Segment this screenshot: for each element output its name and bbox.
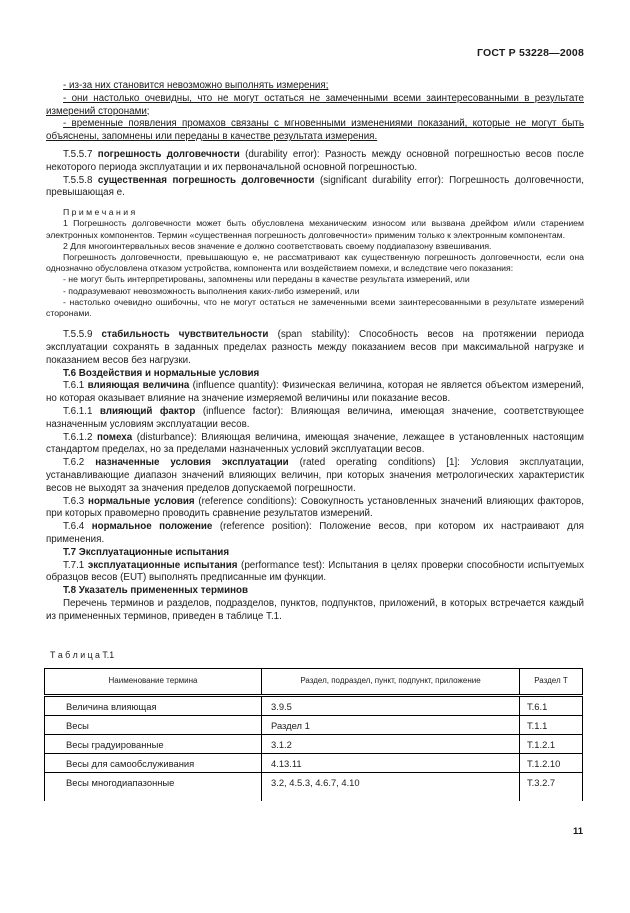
term-definition-text: (performance test): Испытания в целях проверки способности испытуемых образцов весов (EUT) выполнять предписанные им функции. xyxy=(46,559,584,584)
term-number: Т.5.5.8 xyxy=(63,174,98,186)
note-item: 1 Погрешность долговечности может быть обусловлена механическим износом или вызвана дрейфом и/или старением электронных компонентов. Термин «существенная погрешность долговечности» применим только к электронным компонентам. xyxy=(46,218,584,240)
table-header-cell: Раздел, подраздел, пункт, подпункт, приложение xyxy=(262,668,520,695)
table-cell: Т.1.1 xyxy=(520,715,583,734)
term-definition-paragraph xyxy=(46,149,584,175)
document-body xyxy=(46,80,584,624)
page-content xyxy=(46,47,584,801)
table-cell: Раздел 1 xyxy=(262,715,520,734)
table-header-cell: Раздел Т xyxy=(520,668,583,695)
term-name: помеха xyxy=(96,431,133,443)
table-cell: Весы для самообслуживания xyxy=(45,753,262,772)
table-cell: Т.1.2.1 xyxy=(520,734,583,753)
term-number: Т.6.2 xyxy=(63,457,96,469)
standard-number-header: ГОСТ Р 53228—2008 xyxy=(476,47,584,59)
term-number: Т.5.5.9 xyxy=(63,329,102,341)
table-cell: Т.3.2.7 xyxy=(520,772,583,801)
table-row xyxy=(45,772,583,801)
term-name: погрешность долговечности xyxy=(97,148,240,160)
page-number: 11 xyxy=(572,826,583,837)
term-definition-text: (span stability): Способность весов на протяжении периода эксплуатации сохранять в заданных пределах разность между показанием весов при максимальной нагрузке и показанием весов без нагрузки. xyxy=(46,329,584,366)
underlined-list-item: - они настолько очевидны, что не могут остаться не замеченными всеми заинтересованными в результате измерений сторонами; xyxy=(46,92,584,117)
table-cell: 4.13.11 xyxy=(262,753,520,772)
term-number: Т.6.1 xyxy=(63,380,88,392)
table-row xyxy=(45,715,583,734)
note-item: - настолько очевидно ошибочны, что не могут остаться не замеченными всеми заинтересованными в результате измерений сторонами. xyxy=(46,296,584,318)
table-header-cell: Наименование термина xyxy=(45,668,262,695)
term-name: влияющий фактор xyxy=(99,405,196,417)
table-row xyxy=(45,753,583,772)
term-definition-text: (durability error): Разность между основной погрешностью весов после некоторого периода эксплуатации и их первоначальной основной погрешностью. xyxy=(46,148,584,173)
term-definition-paragraph xyxy=(46,457,584,495)
term-number: Т.7.1 xyxy=(63,559,88,571)
term-definition-text: (rated operating conditions) [1]: Условия эксплуатации, устанавливающие диапазон значений влияющих величин, при которых значения метрологических характеристик весов не выходят за значения пределов допускаемой погрешности. xyxy=(46,457,584,494)
note-item: - не могут быть интерпретированы, запомнены или переданы в качестве результата измерений, или xyxy=(63,274,470,285)
notes-block xyxy=(46,207,584,319)
note-item: - подразумевают невозможность выполнения каких-либо измерений, или xyxy=(63,285,360,296)
note-item: 2 Для многоинтервальных весов значение е должно соответствовать своему поддиапазону взвешивания. xyxy=(63,240,492,251)
term-number: Т.6.1.1 xyxy=(63,405,100,417)
term-definition-text: (significant durability error): Погрешность долговечности, превышающая е. xyxy=(46,174,584,199)
body-paragraph: Перечень терминов и разделов, подразделов, пунктов, подпунктов, приложений, в которых встречается каждый из примененных терминов, приведен в таблице Т.1. xyxy=(46,597,584,622)
term-name: нормальное положение xyxy=(91,521,213,533)
term-definition-text: (influence quantity): Физическая величина, которая не является объектом измерений, но которая оказывает влияние на значение измеряемой величины или показание весов. xyxy=(46,380,584,405)
term-name: эксплуатационные испытания xyxy=(87,559,238,571)
table-cell: 3.9.5 xyxy=(262,695,520,715)
table-row xyxy=(45,695,583,715)
term-definition-paragraph xyxy=(46,406,584,432)
underlined-list-item: - временные появления промахов связаны с мгновенными изменениями показаний, которые не могут быть объяснены, запомнены или переданы в качестве результата измерения. xyxy=(46,118,584,143)
table-cell: Весы многодиапазонные xyxy=(45,772,262,801)
term-number: Т.5.5.7 xyxy=(63,148,98,160)
underlined-list-item: - из-за них становится невозможно выполнять измерения; xyxy=(63,80,329,91)
table-caption: Т а б л и ц а Т.1 xyxy=(50,649,115,660)
term-name: стабильность чувствительности xyxy=(101,329,269,341)
table-cell: 3.2, 4.5.3, 4.6.7, 4.10 xyxy=(262,772,520,801)
term-definition-text: (influence factor): Влияющая величина, имеющая значение, соответствующее назначенным условиям эксплуатации весов. xyxy=(46,405,584,430)
term-definition-paragraph xyxy=(46,380,584,406)
table-cell: Т.1.2.10 xyxy=(520,753,583,772)
section-heading: Т.6 Воздействия и нормальные условия xyxy=(63,367,260,379)
term-name: нормальные условия xyxy=(88,495,195,507)
term-definition-text: (reference position): Положение весов, при котором их настраивают для применения. xyxy=(46,521,584,545)
term-name: назначенные условия эксплуатации xyxy=(95,457,289,469)
table-cell: Весы градуированные xyxy=(45,734,262,753)
table-cell: Величина влияющая xyxy=(45,695,262,715)
term-definition-paragraph xyxy=(46,432,584,458)
term-name: существенная погрешность долговечности xyxy=(97,174,315,186)
term-number: Т.6.3 xyxy=(63,495,89,507)
section-heading: Т.7 Эксплуатационные испытания xyxy=(63,546,230,558)
section-heading: Т.8 Указатель примененных терминов xyxy=(63,585,249,597)
note-item: Погрешность долговечности, превышающую е, не рассматривают как существенную погрешность долговечности, если она однозначно обусловлена отказом устройства, компонента или воздействием помехи, и вследствие чего показания: xyxy=(46,251,584,274)
term-definition-text: (reference conditions): Совокупность установленных значений влияющих факторов, при которых правомерно проводить сравнение результатов измерений. xyxy=(46,495,584,520)
term-number: Т.6.4 xyxy=(63,521,92,533)
table-cell: Т.6.1 xyxy=(520,695,583,715)
table-cell: Весы xyxy=(45,715,262,734)
term-definition-paragraph xyxy=(46,496,584,522)
term-definition-paragraph xyxy=(46,329,584,367)
notes-label: П р и м е ч а н и я xyxy=(63,207,136,218)
table-header-row xyxy=(45,668,583,695)
term-definition-paragraph xyxy=(46,175,584,201)
term-definition-text: (disturbance): Влияющая величина, имеющая значение, лежащее в установленных настоящим стандартом пределах, но за пределами назначенных условий эксплуатации весов. xyxy=(46,431,584,456)
terms-index-table xyxy=(44,668,583,801)
term-definition-paragraph xyxy=(46,560,584,586)
term-name: влияющая величина xyxy=(87,380,190,392)
table-cell: 3.1.2 xyxy=(262,734,520,753)
term-definition-paragraph xyxy=(46,521,584,547)
term-number: Т.6.1.2 xyxy=(63,431,97,443)
table-row xyxy=(45,734,583,753)
